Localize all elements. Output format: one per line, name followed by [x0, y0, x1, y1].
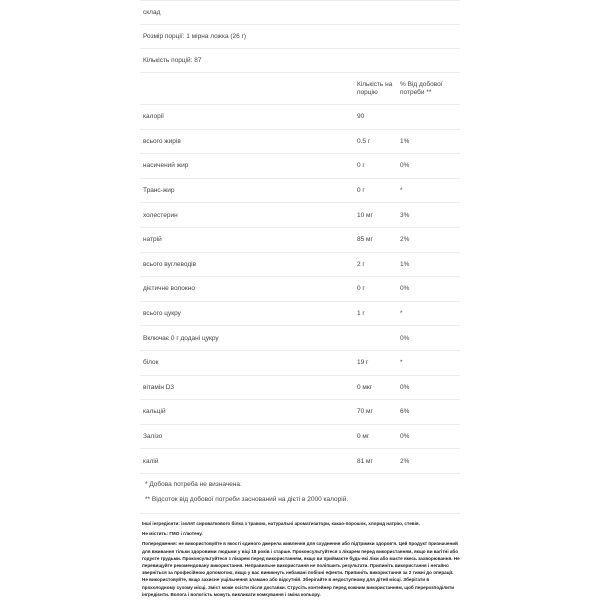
table-row [140, 203, 460, 228]
nutrient-amount: 85 мг [357, 236, 373, 244]
table-row [140, 179, 460, 204]
nutrient-name: Транс-жир [143, 187, 175, 195]
table-row [140, 400, 460, 425]
ingredients-text: Інші інгредієнти: ізолят сироваткового білка з травою, натуральні ароматизатори, какао-порошок, хлорид натрію, стевія. [142, 520, 420, 526]
table-row [140, 130, 460, 155]
nutrient-amount: 2 г [357, 260, 365, 268]
nutrient-amount: 0 г [357, 187, 365, 195]
composition-title-row [140, 0, 460, 25]
nutrient-name: натрій [143, 236, 162, 244]
table-row [140, 449, 460, 474]
nutrient-amount: 0.5 г [357, 137, 371, 145]
nutrient-daily-value: 1% [400, 137, 410, 145]
nutrient-name: калій [143, 457, 159, 465]
nutrient-name: кальцій [143, 408, 166, 416]
serving-size: Розмір порції: 1 мірна ложка (26 г) [143, 33, 247, 40]
table-header [140, 73, 460, 105]
nutrient-name: всього цукру [143, 310, 181, 318]
nutrient-amount: 19 г [357, 359, 369, 367]
composition-title: склад [143, 9, 161, 16]
nutrition-facts [140, 0, 460, 598]
nutrient-amount: 0 мг [357, 433, 370, 441]
nutrient-amount: 10 мг [357, 211, 373, 219]
nutrient-name: Включає 0 г додані цукру [143, 334, 219, 342]
nutrient-daily-value: 1% [400, 260, 410, 268]
footnote-2: ** Відсоток від добової потреби заснований на дієті в 2000 калорій. [145, 495, 349, 503]
nutrient-amount: 90 [357, 113, 365, 121]
nutrient-amount: 0 г [357, 162, 365, 170]
nutrient-name: всього вуглеводів [143, 260, 197, 268]
nutrient-amount: 0 г [357, 285, 365, 293]
nutrient-daily-value: 0% [400, 433, 410, 441]
gmo-statement: Не містить: ГМО і глютену. [142, 531, 203, 537]
nutrient-daily-value: 0% [400, 383, 410, 391]
nutrient-name: білок [143, 359, 159, 367]
nutrient-name: дієтичне волокно [143, 285, 195, 293]
nutrient-daily-value: * [400, 187, 403, 195]
table-row [140, 105, 460, 130]
table-row [140, 277, 460, 302]
table-row [140, 425, 460, 450]
nutrient-daily-value: 2% [400, 236, 410, 244]
nutrient-name: вітамін D3 [143, 383, 175, 391]
nutrient-daily-value: 2% [400, 457, 410, 465]
column-header-daily-value: % Від добової потреби ** [400, 80, 443, 96]
nutrient-daily-value: 0% [400, 285, 410, 293]
nutrient-amount: 1 г [357, 310, 365, 318]
servings-count: Кількість порцій: 87 [143, 57, 202, 64]
nutrient-name: холестерин [143, 211, 178, 219]
nutrient-name: Залізо [143, 433, 163, 441]
nutrient-name: калорії [143, 113, 164, 121]
nutrient-daily-value: * [400, 310, 403, 318]
table-row [140, 326, 460, 351]
table-row [140, 154, 460, 179]
table-row [140, 351, 460, 376]
footnote-1: * Добова потреба не визначена. [145, 480, 242, 488]
column-header-amount: Кількість на порцію [357, 80, 393, 96]
nutrient-name: насичений жир [143, 162, 189, 170]
nutrient-daily-value: 6% [400, 408, 410, 416]
nutrient-daily-value: 3% [400, 211, 410, 219]
nutrient-amount: 0 мкг [357, 383, 373, 391]
nutrient-amount: 81 мг [357, 457, 373, 465]
table-row [140, 253, 460, 278]
nutrient-daily-value: 0% [400, 334, 410, 342]
nutrient-name: всього жирів [143, 137, 181, 145]
servings-row [140, 49, 460, 73]
nutrient-daily-value: * [400, 359, 403, 367]
serving-size-row [140, 25, 460, 49]
footnotes [140, 474, 460, 514]
nutrient-amount: 70 мг [357, 408, 373, 416]
table-row [140, 228, 460, 253]
table-row [140, 376, 460, 401]
table-row [140, 302, 460, 327]
warning-text: Попередження: не використовуйте в якості єдиного джерела живлення для схуднення або підтримки здоров'я. Цей продукт призначений для вживання тільки здоровими людьми у віці 18 років і старше. Проконсультуйтеся з лікарем перед використанням, якщо ви вагітні або годуєте грудьми. Проконсультуйтеся з лікарем перед використанням, якщо ви приймаєте будь-які ліки або маєте якесь захворювання. Не перевищуйте рекомендовану використання. Неправильне використання не поліпшить результати. Припиніть використання і негайно зверніться за професійною допомогою, якщо у вас виникнуть небажані побічні ефекти. Припиніть використання за 2 тижні до операції. Не використовуйте, якщо захисне ущільнення зламано або відсутній. Зберігайте в недоступному для дітей місці. Зберігати в прохолодному сухому місці. Зміст може осісти після доставки. Струсіть контейнер перед кожним використанням, щоб перерозподілити інгредієнти. Волога і вологість можуть викликати комкування і зміна кольору. [142, 541, 460, 597]
nutrient-daily-value: 0% [400, 162, 410, 170]
